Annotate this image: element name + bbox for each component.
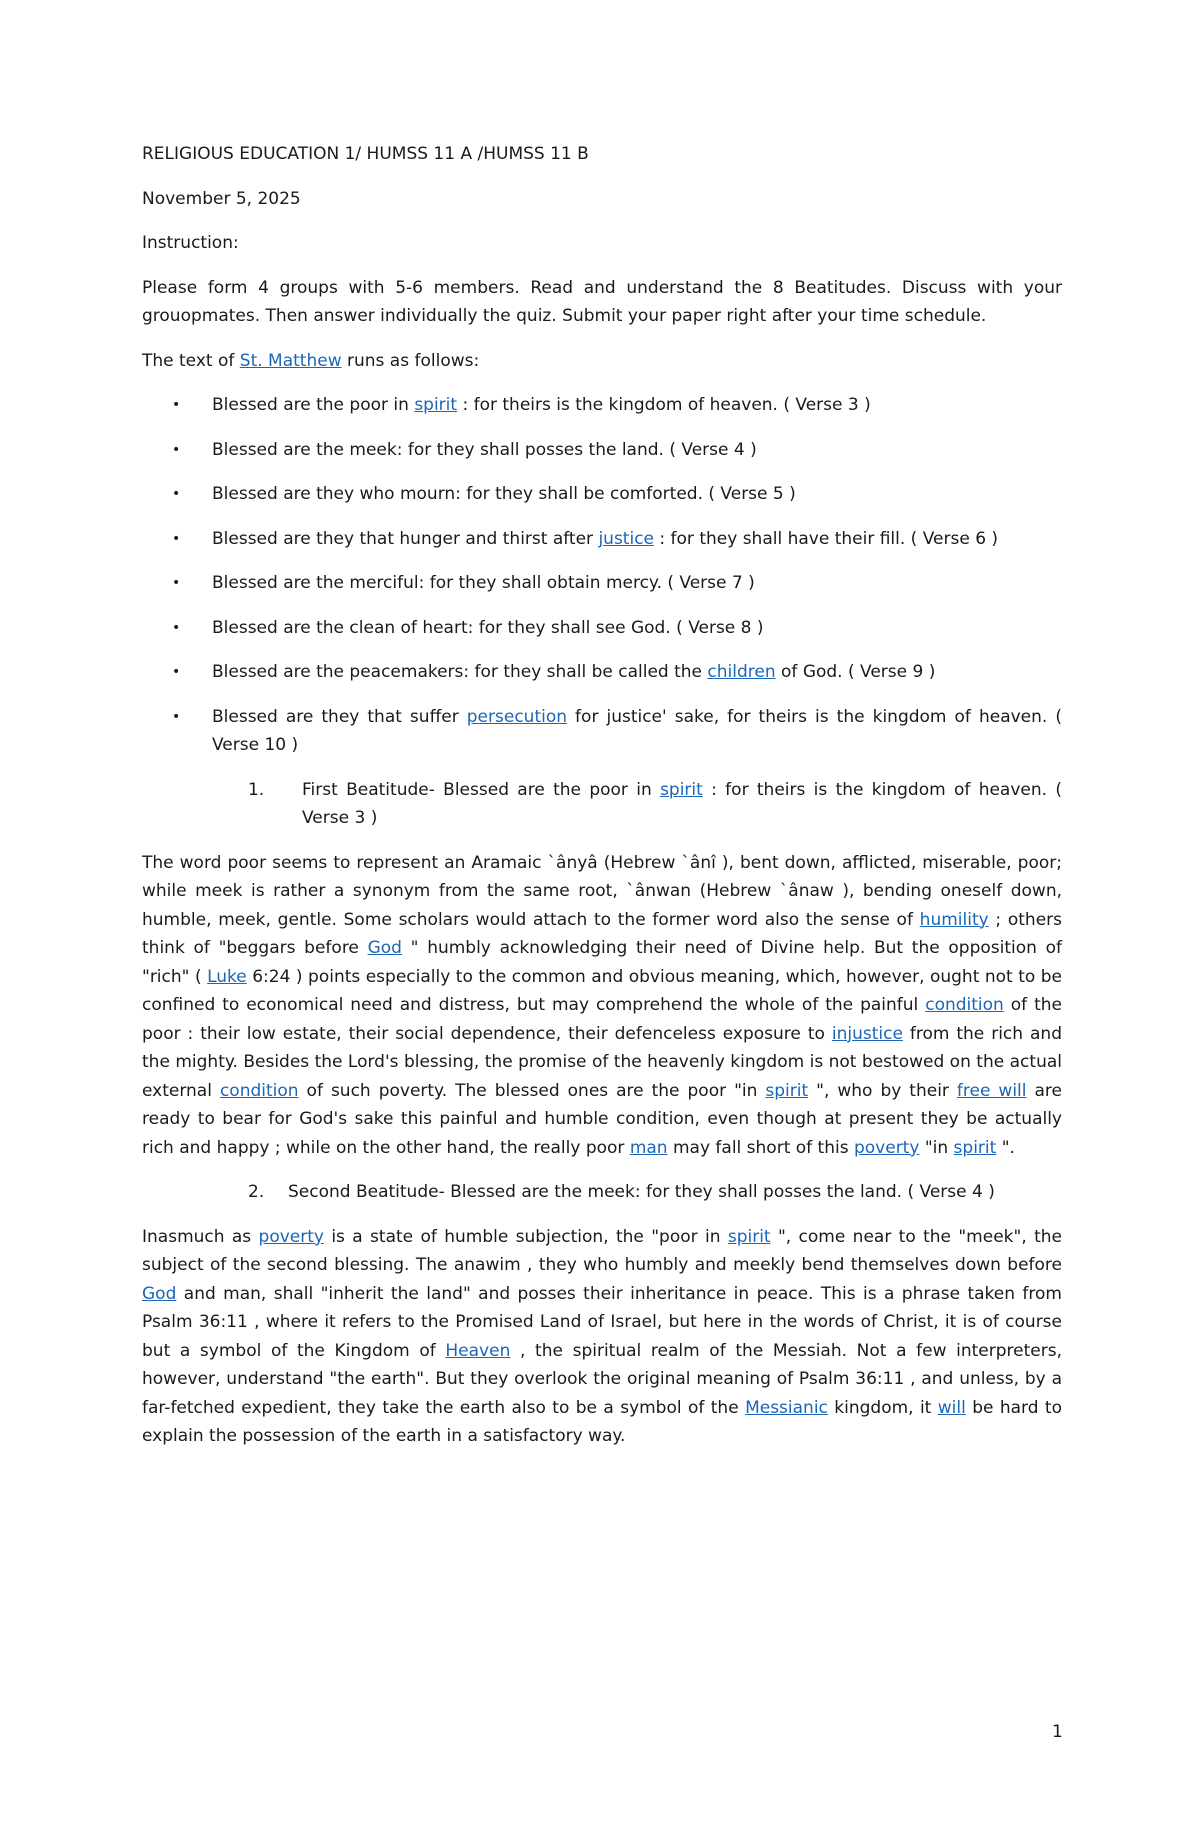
beatitude-text: for justice' sake, for theirs is the kingdom of heaven. ( Verse 10 ) — [212, 706, 1062, 755]
paragraph-text: of the poor : their low estate, their social dependence, their defenceless exposure to — [142, 995, 1062, 1044]
second-beatitude-heading — [142, 1178, 1062, 1207]
heading-text: First Beatitude- Blessed are the poor in — [302, 779, 661, 800]
first-beatitude-heading — [142, 776, 1062, 833]
paragraph-text: of such poverty. The blessed ones are the poor "in — [298, 1080, 766, 1101]
paragraph-text: 6:24 ) points especially to the common and obvious meaning, which, however, ought not to be confined to economical need and distress, but may comprehend the whole of the painful — [142, 966, 1062, 1015]
bullet-icon: • — [172, 575, 181, 591]
beatitude-text: Blessed are the clean of heart: for they shall see God. ( Verse 8 ) — [212, 617, 764, 638]
paragraph-text: is a state of humble subjection, the "poor in — [323, 1226, 728, 1247]
document-date: November 5, 2025 — [142, 188, 301, 209]
bullet-icon: • — [172, 441, 181, 458]
beatitude-item — [142, 525, 1062, 554]
spirit-link[interactable]: spirit — [727, 1226, 771, 1247]
document-page — [142, 140, 1062, 1451]
condition-link[interactable]: condition — [925, 995, 1004, 1015]
beatitude-text: : for they shall have their fill. ( Verse 6 ) — [654, 528, 999, 549]
paragraph-text: , the spiritual realm of the Messiah. Not a few interpreters, however, understand "the earth". But they overlook the original meaning of Psalm 36:11 , and unless, by a far-fetched expedient, they take the earth also to be a symbol of the — [142, 1340, 1062, 1418]
beatitude-item — [142, 569, 1062, 598]
paragraph-text: from the rich and the mighty. Besides the Lord's blessing, the promise of the heavenly kingdom is not bestowed on the actual external — [142, 1023, 1062, 1101]
bullet-icon: • — [172, 664, 181, 680]
paragraph-text: be hard to explain the possession of the earth in a satisfactory way. — [142, 1397, 1062, 1446]
first-beatitude-paragraph — [142, 849, 1062, 1163]
paragraph-text: Inasmuch as — [142, 1226, 259, 1247]
page-number: 1 — [1052, 1722, 1063, 1742]
heading-text: : for theirs is the kingdom of heaven. ( Verse 3 ) — [302, 779, 1063, 828]
beatitude-item — [142, 703, 1062, 760]
bullet-icon: • — [172, 486, 181, 502]
condition-link[interactable]: condition — [219, 1080, 299, 1101]
beatitude-text: : for theirs is the kingdom of heaven. ( Verse 3 ) — [457, 395, 871, 415]
paragraph-text: ". — [996, 1137, 1015, 1158]
children-link[interactable]: children — [707, 662, 776, 682]
instruction-label: Instruction: — [142, 233, 239, 253]
intro-line — [142, 347, 1062, 376]
humility-link[interactable]: humility — [919, 909, 989, 930]
paragraph-text: " humbly acknowledging their need of Divine help. But the opposition of "rich" ( — [142, 938, 1062, 987]
beatitudes-list — [142, 391, 1062, 760]
paragraph-text: kingdom, it — [827, 1397, 938, 1418]
beatitude-text: Blessed are they that suffer — [212, 706, 467, 727]
intro-post: runs as follows: — [341, 350, 480, 371]
will-link[interactable]: will — [937, 1397, 966, 1418]
poverty-link[interactable]: poverty — [258, 1226, 324, 1247]
justice-link[interactable]: justice — [598, 528, 655, 549]
beatitude-text: Blessed are the poor in — [212, 395, 415, 415]
intro-pre: The text of — [142, 350, 240, 371]
luke-link[interactable]: Luke — [207, 966, 247, 987]
beatitude-text: Blessed are they who mourn: for they shall be comforted. ( Verse 5 ) — [212, 484, 796, 504]
st-matthew-link[interactable]: St. Matthew — [239, 350, 342, 371]
persecution-link[interactable]: persecution — [466, 706, 568, 727]
instruction-text: Please form 4 groups with 5-6 members. Read and understand the 8 Beatitudes. Discuss with your grouopmates. Then answer individually the quiz. Submit your paper right after your time schedule. — [142, 277, 1062, 326]
bullet-icon: • — [172, 530, 181, 547]
beatitude-item — [142, 436, 1062, 465]
beatitude-item — [142, 658, 1062, 687]
bullet-icon: • — [172, 397, 181, 413]
paragraph-text: may fall short of this — [667, 1137, 854, 1158]
paragraph-text: ; others think of "beggars before — [142, 909, 1062, 958]
beatitude-text: Blessed are the peacemakers: for they shall be called the — [212, 662, 708, 682]
man-link[interactable]: man — [629, 1137, 668, 1158]
injustice-link[interactable]: injustice — [831, 1023, 903, 1044]
beatitude-text: Blessed are the merciful: for they shall obtain mercy. ( Verse 7 ) — [212, 573, 755, 593]
list-number: 2. — [248, 1182, 265, 1202]
bullet-icon: • — [172, 708, 181, 725]
paragraph-text: are ready to bear for God's sake this painful and humble condition, even though at present they be actually rich and happy ; while on the other hand, the really poor — [142, 1080, 1062, 1158]
free-will-link[interactable]: free will — [956, 1080, 1027, 1101]
god-link[interactable]: God — [142, 1283, 177, 1304]
beatitude-item — [142, 614, 1062, 643]
paragraph-text: and man, shall "inherit the land" and posses their inheritance in peace. This is a phrase taken from Psalm 36:11 , where it refers to the Promised Land of Israel, but here in the words of Christ, it is of course but a symbol of the Kingdom of — [142, 1283, 1062, 1361]
paragraph-text: ", who by their — [808, 1080, 957, 1101]
spirit-link[interactable]: spirit — [765, 1080, 809, 1101]
list-number: 1. — [248, 779, 265, 800]
paragraph-text: "in — [919, 1137, 954, 1158]
paragraph-text: ", come near to the "meek", the subject of the second blessing. The anawim , they who humbly and meekly bend themselves down before — [142, 1226, 1062, 1275]
second-beatitude-paragraph — [142, 1223, 1062, 1451]
bullet-icon: • — [172, 619, 181, 636]
messianic-link[interactable]: Messianic — [745, 1397, 828, 1418]
beatitude-item — [142, 480, 1062, 509]
beatitude-text: Blessed are they that hunger and thirst after — [212, 528, 599, 549]
spirit-link[interactable]: spirit — [953, 1137, 997, 1158]
poverty-link[interactable]: poverty — [853, 1137, 920, 1158]
spirit-link[interactable]: spirit — [414, 395, 458, 415]
beatitude-text: Blessed are the meek: for they shall posses the land. ( Verse 4 ) — [212, 439, 757, 460]
paragraph-text: The word poor seems to represent an Aramaic `ânyâ (Hebrew `ânî ), bent down, afflicted, miserable, poor; while meek is rather a synonym from the same root, `ânwan (Hebrew `ânaw ), bending oneself down, humble, meek, gentle. Some scholars would attach to the former word also the sense of — [142, 852, 1062, 930]
heaven-link[interactable]: Heaven — [445, 1340, 511, 1361]
god-link[interactable]: God — [367, 938, 402, 958]
heading-text: Second Beatitude- Blessed are the meek: for they shall posses the land. ( Verse 4 ) — [288, 1182, 995, 1202]
beatitude-text: of God. ( Verse 9 ) — [775, 662, 936, 682]
spirit-link[interactable]: spirit — [660, 779, 703, 800]
course-title: RELIGIOUS EDUCATION 1/ HUMSS 11 A /HUMSS 11 B — [142, 144, 589, 164]
beatitude-item — [142, 391, 1062, 420]
